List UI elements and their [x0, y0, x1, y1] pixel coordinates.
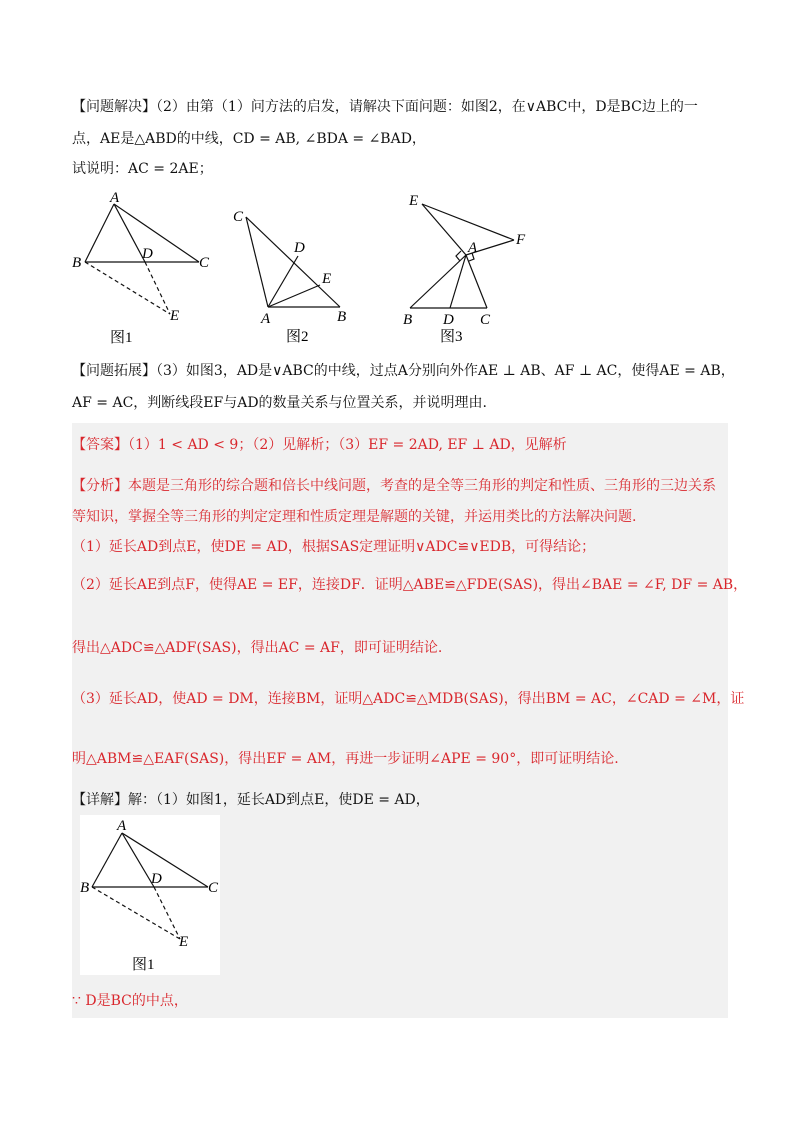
fig3-label-a: A: [468, 240, 478, 256]
fig2-label-c: C: [233, 209, 244, 225]
analysis-line-2: 等知识，掌握全等三角形的判定定理和性质定理是解题的关键，并运用类比的方法解决问题.: [72, 509, 637, 525]
fig1-label-d: D: [142, 246, 153, 262]
extension-line-1: 【问题拓展】（3）如图3，AD是∨ABC的中线，过点A分别向外作AE ⊥ AB、AF ⊥ AC，使得AE = AB，: [72, 363, 735, 379]
analysis-line-7: 明△ABM≌△EAF(SAS)，得出EF = AM，再进一步证明∠APE = 90°，即可证明结论.: [72, 751, 619, 767]
fig3-label-f: F: [516, 232, 526, 248]
fig1-label-e: E: [170, 308, 180, 324]
analysis-line-6: （3）延长AD，使AD = DM，连接BM，证明△ADC≌△MDB(SAS)，得出BM = AC，∠CAD = ∠M，证: [72, 691, 745, 707]
fig4-label-d: D: [151, 871, 162, 887]
fig1-label-a: A: [110, 190, 120, 206]
detail-line-1: 【详解】解：（1）如图1，延长AD到点E，使DE = AD，: [72, 792, 430, 808]
fig3-label-e: E: [409, 193, 419, 209]
analysis-line-1: 【分析】本题是三角形的综合题和倍长中线问题，考查的是全等三角形的判定和性质、三角形的三边关系: [72, 478, 716, 494]
extension-line-2: AF = AC，判断线段EF与AD的数量关系与位置关系，并说明理由.: [72, 395, 487, 411]
figure-solution-1: [80, 815, 220, 975]
fig4-label-b: B: [80, 880, 90, 896]
analysis-line-4: （2）延长AE到点F，使得AE = EF，连接DF．证明△ABE≌△FDE(SAS)，得出∠BAE = ∠F, DF = AB，: [72, 577, 748, 593]
fig4-label-c: C: [208, 880, 219, 896]
problem-line-3: 试说明：AC = 2AE；: [72, 161, 213, 177]
problem-line-2: 点，AE是△ABD的中线，CD = AB, ∠BDA = ∠BAD，: [72, 131, 426, 147]
fig4-label-e: E: [179, 934, 189, 950]
fig2-label-a: A: [261, 311, 271, 327]
fig3-caption: 图3: [440, 329, 463, 345]
fig3-label-b: B: [403, 312, 413, 328]
fig2-label-d: D: [294, 240, 305, 256]
fig1-caption: 图1: [110, 330, 133, 346]
figure-2: [226, 195, 356, 355]
figure-1: [66, 190, 210, 350]
detail-line-2: ∵ D是BC的中点，: [72, 993, 188, 1009]
fig2-caption: 图2: [286, 329, 309, 345]
analysis-line-3: （1）延长AD到点E，使DE = AD，根据SAS定理证明∨ADC≌∨EDB，可得结论；: [72, 539, 596, 555]
fig1-label-c: C: [199, 255, 210, 271]
fig2-label-e: E: [322, 271, 332, 287]
fig2-label-b: B: [337, 309, 347, 325]
answer-line: 【答案】（1）1 < AD < 9；（2）见解析；（3）EF = 2AD, EF ⊥ AD，见解析: [72, 437, 567, 453]
analysis-line-5: 得出△ADC≌△ADF(SAS)，得出AC = AF，即可证明结论.: [72, 640, 443, 656]
fig3-label-c: C: [480, 312, 491, 328]
fig3-label-d: D: [443, 312, 454, 328]
fig4-label-a: A: [117, 818, 127, 834]
fig1-label-b: B: [72, 255, 82, 271]
problem-line-1: 【问题解决】（2）由第（1）问方法的启发，请解决下面问题：如图2，在∨ABC中，D是BC边上的一: [72, 99, 698, 115]
figure-3: [400, 192, 540, 352]
fig4-caption: 图1: [132, 957, 155, 973]
